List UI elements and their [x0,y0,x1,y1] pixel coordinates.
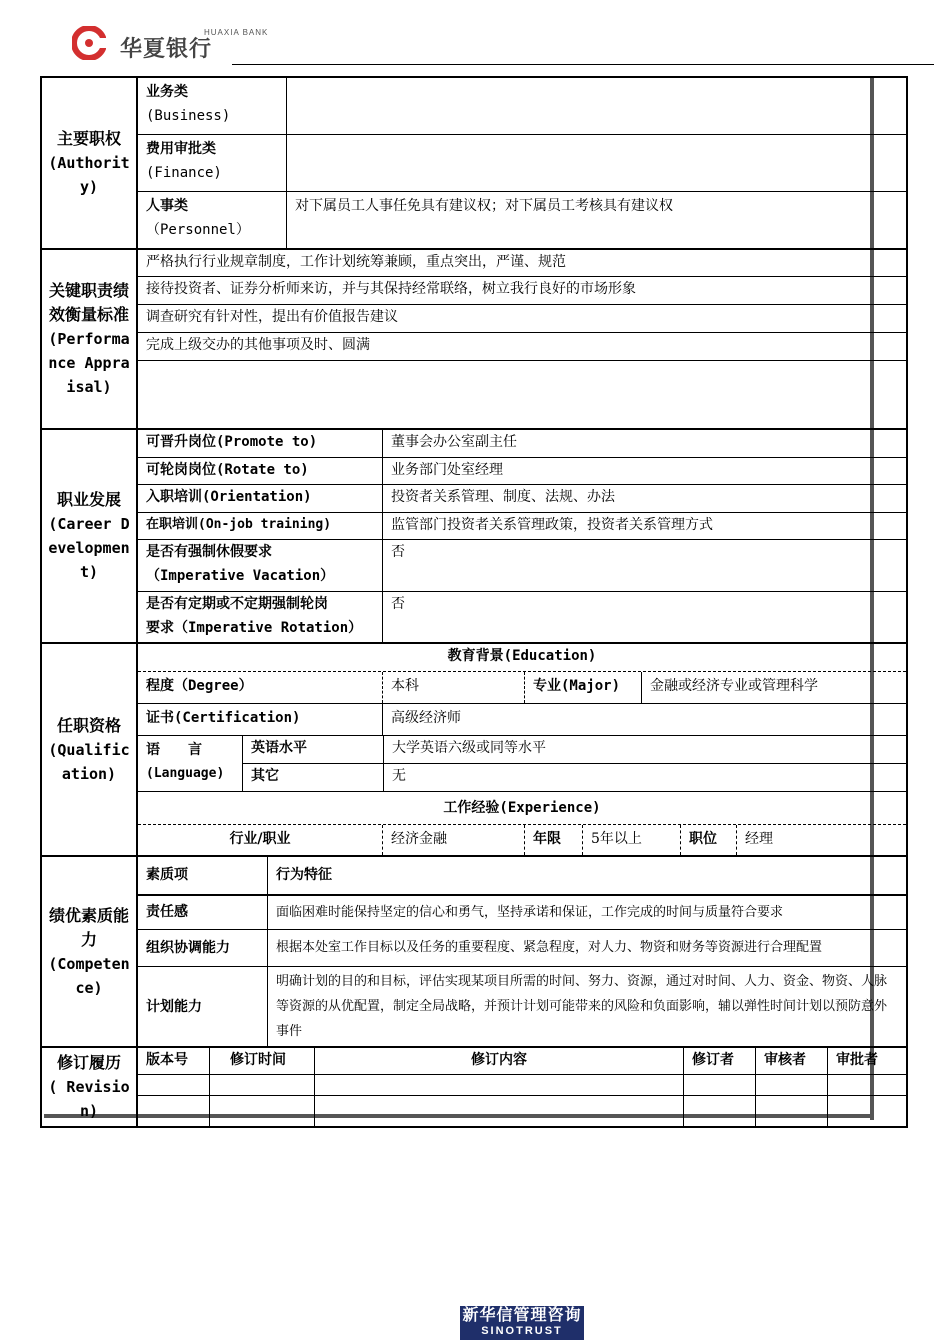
performance-item: 严格执行行业规章制度，工作计划统筹兼顾，重点突出，严谨、规范 [146,254,566,270]
page-header [0,0,950,70]
consulting-name-en: SINOTRUST [481,1325,563,1337]
header-rule [232,64,934,65]
bank-logo-icon [72,26,106,60]
qualification-section [40,642,908,855]
bank-logo [72,26,272,66]
bank-name-en: HUAXIA BANK [204,28,269,37]
competence-row: 责任感 面临困难时能保持坚定的信心和勇气，坚持承诺和保证，工作完成的时间与质量符合要求 [138,895,906,930]
career-row: 可轮岗岗位(Rotate to) 业务部门处室经理 [138,457,906,485]
career-row: 是否有定期或不定期强制轮岗 要求（Imperative Rotation） 否 [138,591,906,642]
authority-row-value: 对下属员工人事任免具有建议权；对下属员工考核具有建议权 [286,192,906,248]
revision-header-row: 版本号 修订时间 修订内容 修订者 审核者 审批者 [138,1048,906,1074]
authority-row-name: 费用审批类 [146,141,216,157]
authority-row [138,191,906,248]
performance-label-cn: 关键职责绩效衡量标准 [48,281,129,324]
performance-label [42,250,138,428]
performance-label-en: (Performance Appraisal) [48,330,130,396]
competence-label-en: (Competence) [48,954,130,997]
career-label [42,430,138,642]
authority-row-name-en: (Business) [146,108,231,124]
revision-empty-row [138,1074,906,1095]
revision-label-cn: 修订履历 [56,1053,121,1072]
authority-row-value [286,78,906,134]
bank-name-cn: 华夏银行 [120,37,213,62]
education-header: 教育背景(Education) [447,648,597,664]
authority-row-name-en: (Finance) [146,165,222,181]
authority-row-name: 人事类 [146,198,188,214]
performance-item: 调查研究有针对性，提出有价值报告建议 [138,304,906,332]
qualification-label-cn: 任职资格 [56,715,121,735]
performance-item: 完成上级交办的其他事项及时、圆满 [138,332,906,360]
career-label-cn: 职业发展 [56,490,121,509]
authority-row [138,134,906,191]
consulting-logo [460,1306,584,1340]
authority-label [42,78,138,248]
performance-item-empty [138,360,906,428]
education-row: 程度（Degree） 本科 专业(Major) 金融或经济专业或管理科学 [138,671,906,703]
competence-label-cn: 绩优素质能力 [48,905,129,949]
authority-section [40,76,908,248]
competence-row: 计划能力 明确计划的目的和目标，评估实现某项目所需的时间、努力、资源，通过对时间、人力、资金、物资、人脉等资源的从优配置，制定全局战略，并预计计划可能带来的风险和负面影响，辅以弹性时间计划以预防意外事件 [138,966,906,1046]
career-row: 是否有强制休假要求 （Imperative Vacation） 否 [138,539,906,591]
authority-row-value [286,135,906,191]
consulting-name-cn: 新华信管理咨询 [462,1305,582,1324]
authority-row [138,78,906,134]
career-row: 可晋升岗位(Promote to) 董事会办公室副主任 [138,430,906,457]
competence-row: 组织协调能力 根据本处室工作目标以及任务的重要程度、紧急程度，对人力、物资和财务等资源进行合理配置 [138,929,906,966]
authority-label-cn: 主要职权 [56,129,121,148]
career-row: 入职培训(Orientation) 投资者关系管理、制度、法规、办法 [138,484,906,512]
experience-header: 工作经验(Experience) [138,791,906,824]
certification-row: 证书(Certification) 高级经济师 [138,703,906,735]
experience-row: 行业/职业 经济金融 年限 5年以上 职位 经理 [138,824,906,855]
authority-label-en: (Authority) [48,154,130,196]
career-row: 在职培训(On-job training) 监管部门投资者关系管理政策，投资者关系管理方式 [138,512,906,540]
revision-label-en: ( Revision) [48,1078,130,1120]
job-description-table [40,76,908,1128]
competence-label [42,857,138,1046]
authority-row-name: 业务类 [146,84,188,100]
performance-item: 接待投资者、证券分析师来访，并与其保持经常联络，树立我行良好的市场形象 [138,276,906,304]
qualification-label-en: (Qualification) [48,740,130,783]
revision-empty-row [138,1095,906,1126]
career-section [40,428,908,642]
revision-section [40,1046,908,1128]
competence-header: 素质项 行为特征 [138,857,906,895]
language-row: 语 言 (Language) 英语水平 其它 大学英语六级或同等水平 无 [138,735,906,791]
authority-row-name-en: （Personnel） [146,222,250,238]
performance-section [40,248,908,428]
revision-label [42,1048,138,1126]
competence-section [40,855,908,1046]
career-label-en: (Career Development) [48,515,130,581]
qualification-label [42,644,138,855]
